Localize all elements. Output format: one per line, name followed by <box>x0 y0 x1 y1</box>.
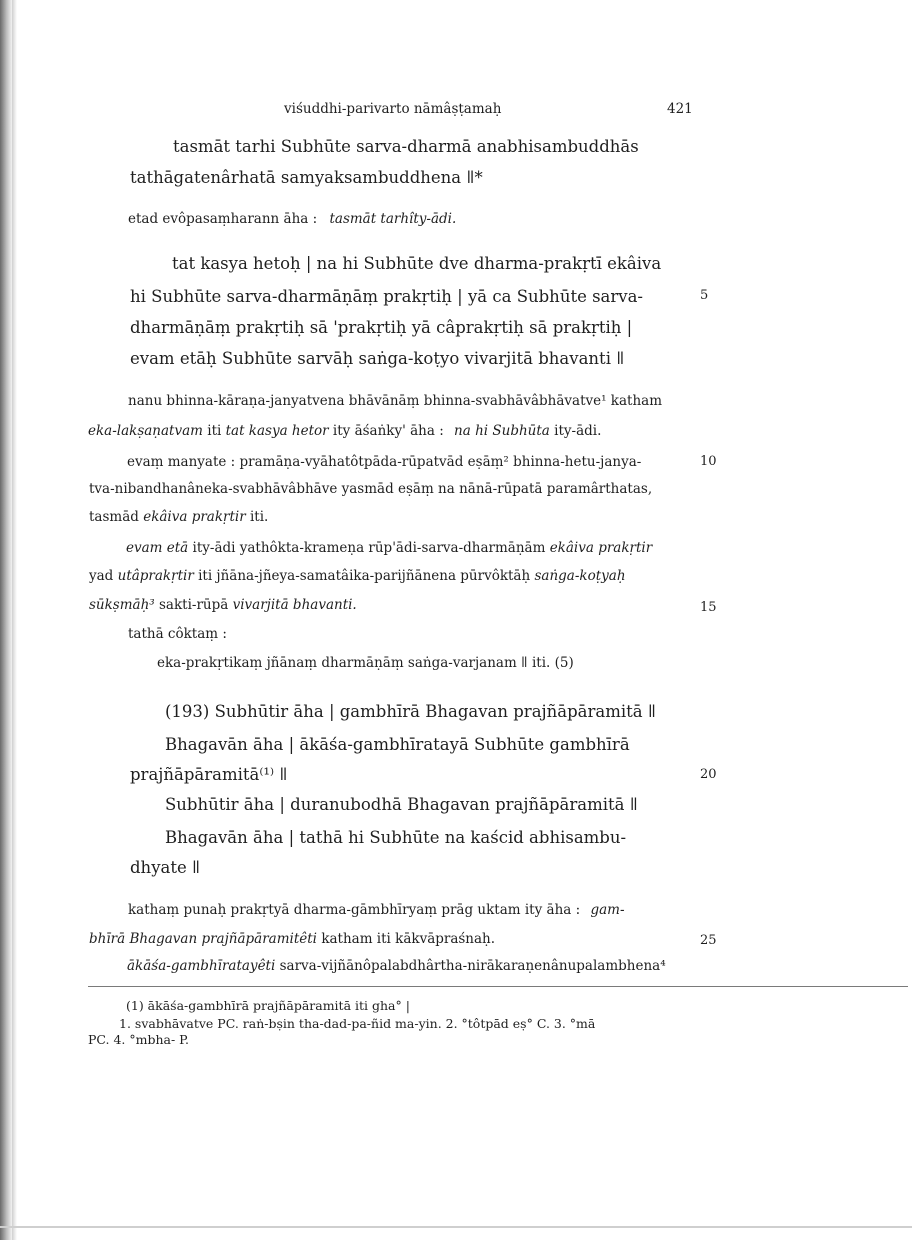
commentary-text: iti <box>207 423 222 439</box>
root-text-line: Subhūtir āha | duranubodhā Bhagavan prajñāpāramitā ǁ <box>165 795 638 814</box>
footnote: PC. 4. °mbha- P. <box>88 1032 190 1047</box>
root-text-line: tathāgatenârhatā samyaksambuddhena ǁ* <box>130 168 483 187</box>
commentary-line: nanu bhinna-kāraṇa-janyatvena bhāvānāṃ bhinna-svabhāvâbhāvatve¹ katham <box>128 393 663 409</box>
running-header: viśuddhi-parivarto nāmâṣṭamaḥ <box>284 101 502 117</box>
commentary-text: sakti-rūpā <box>158 597 229 613</box>
footnote-rule <box>88 986 908 987</box>
quoted-root-text: evam etā <box>126 540 189 556</box>
quoted-root-text: tasmāt tarhîty-ādi. <box>329 211 457 227</box>
quoted-root-text: tat kasya hetor <box>225 423 329 439</box>
footnote: 1. svabhāvatve PC. raṅ-bṣin tha-dad-pa-ñid ma-yin. 2. °tôtpād eṣ° C. 3. °mā <box>119 1016 596 1031</box>
verse-quotation: eka-prakṛtikaṃ jñānaṃ dharmāṇāṃ saṅga-varjanam ǁ iti. (5) <box>157 655 574 671</box>
line-number: 20 <box>700 767 717 782</box>
line-number: 5 <box>700 288 709 303</box>
commentary-text: sarva-vijñānôpalabdhârtha-nirākaraṇenânupalambhena⁴ <box>279 958 666 974</box>
commentary-text: katham iti kākvāpraśnaḥ. <box>321 931 496 947</box>
quoted-root-text: saṅga-koṭyaḥ <box>534 568 626 584</box>
line-number: 25 <box>700 933 717 948</box>
quoted-root-text: bhīrā Bhagavan prajñāpāramitêti <box>89 931 318 947</box>
commentary-text: tasmād <box>89 509 139 525</box>
line-number: 10 <box>700 454 717 469</box>
quoted-root-text: utâprakṛtir <box>117 568 194 584</box>
page-bottom-edge <box>0 1226 912 1228</box>
commentary-text: ity-ādi. <box>554 423 602 439</box>
commentary-line <box>89 931 495 947</box>
commentary-line: tva-nibandhanânekа-svabhāvâbhāve yasmād eṣāṃ na nānā-rūpatā paramârthatas, <box>89 481 653 497</box>
commentary-line <box>89 568 626 584</box>
commentary-text: ity-ādi yathôkta-krameṇa rūp'ādi-sarva-dharmāṇām <box>192 540 546 556</box>
commentary-line <box>127 958 666 974</box>
commentary-text: kathaṃ punaḥ prakṛtyā dharma-gāmbhīryaṃ prāg uktam ity āha : <box>128 902 581 918</box>
root-text-line: dhyate ǁ <box>130 858 201 877</box>
quoted-root-text: ekâiva prakṛtir <box>549 540 653 556</box>
root-text-line: dharmāṇāṃ prakṛtiḥ sā 'prakṛtiḥ yā câprakṛtiḥ sā prakṛtiḥ | <box>130 318 633 337</box>
commentary-text: etad evôpasaṃharann āha : <box>128 211 318 227</box>
footnote: (1) ākāśa-gambhīrā prajñāpāramitā iti gha° | <box>126 998 410 1013</box>
root-text-line: (193) Subhūtir āha | gambhīrā Bhagavan prajñāpāramitā ǁ <box>165 702 656 721</box>
commentary-line: evaṃ manyate : pramāṇa-vyāhatôtpāda-rūpatvād eṣāṃ² bhinna-hetu-janya- <box>127 454 642 470</box>
root-text-line: Bhagavān āha | tathā hi Subhūte na kaścid abhisambu- <box>165 828 627 847</box>
quoted-root-text: gam- <box>590 902 625 918</box>
quoted-root-text: ākāśa-gambhīratayêti <box>127 958 276 974</box>
commentary-line <box>128 211 456 227</box>
quoted-root-text: vivarjitā bhavanti. <box>232 597 357 613</box>
commentary-line <box>89 597 357 613</box>
root-text-line: prajñāpāramitā⁽¹⁾ ǁ <box>130 765 288 784</box>
commentary-line <box>89 509 268 525</box>
quoted-root-text: eka-lakṣaṇatvam <box>88 423 203 439</box>
commentary-line: tathā côktaṃ : <box>128 626 227 642</box>
commentary-line <box>128 902 625 918</box>
root-text-line: tasmāt tarhi Subhūte sarva-dharmā anabhisambuddhās <box>173 137 639 156</box>
book-binding-shadow <box>0 0 12 1240</box>
commentary-text: yad <box>89 568 114 584</box>
root-text-line: hi Subhūte sarva-dharmāṇāṃ prakṛtiḥ | yā ca Subhūte sarva- <box>130 287 644 306</box>
quoted-root-text: na hi Subhūta <box>454 423 550 439</box>
commentary-text: iti. <box>249 509 269 525</box>
line-number: 15 <box>700 600 717 615</box>
commentary-line <box>88 423 601 439</box>
commentary-line <box>126 540 652 556</box>
commentary-text: iti jñāna-jñeya-samatâika-parijñānena pūrvôktāḥ <box>198 568 531 584</box>
quoted-root-text: sūkṣmāḥ³ <box>89 597 155 613</box>
page-number: 421 <box>667 101 693 117</box>
root-text-line: Bhagavān āha | ākāśa-gambhīratayā Subhūte gambhīrā <box>165 735 630 754</box>
root-text-line: evam etāḥ Subhūte sarvāḥ saṅga-koṭyo vivarjitā bhavanti ǁ <box>130 349 625 368</box>
quoted-root-text: ekâiva prakṛtir <box>143 509 246 525</box>
commentary-text: ity āśaṅky' āha : <box>332 423 444 439</box>
root-text-line: tat kasya hetoḥ | na hi Subhūte dve dharma-prakṛtī ekâiva <box>172 254 662 273</box>
